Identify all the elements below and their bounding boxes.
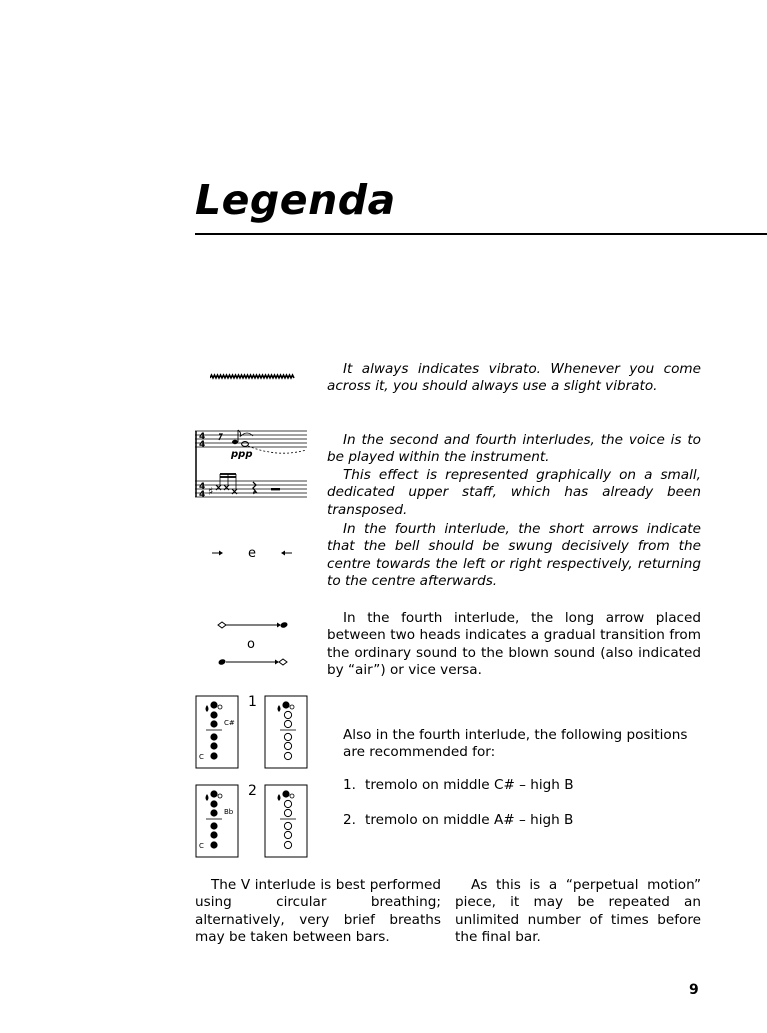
short-arrows-letter: e: [248, 546, 256, 561]
voice-text-1: In the second and fourth interludes, the voice is to be played within the instrument.: [327, 432, 701, 466]
long-arrow-description: [327, 610, 701, 680]
long-arrow-symbol: [214, 617, 292, 667]
long-arrow-text: In the fourth interlude, the long arrow placed between two heads indicates a gradual transition from the ordinary sound to the blown sound (also indicated by “air”) or vice versa.: [327, 610, 701, 679]
svg-text:4: 4: [199, 482, 206, 492]
short-arrows-description: [327, 521, 701, 591]
vibrato-description: [327, 361, 701, 396]
note-perpetual-motion: As this is a “perpetual motion” piece, it may be repeated an unlimited number of times before the final bar.: [455, 877, 701, 946]
vibrato-text: It always indicates vibrato. Whenever you come across it, you should always use a slight vibrato.: [327, 361, 701, 395]
list-item-number: 1.: [343, 777, 356, 793]
figure-number-2: 2: [248, 783, 257, 799]
long-arrow-letter: o: [247, 637, 255, 652]
page-title: Legenda: [195, 176, 396, 224]
short-arrows-text: In the fourth interlude, the short arrows indicate that the bell should be swung decisively from the centre towards the left or right respectively, returning to the centre afterwards.: [327, 521, 701, 590]
svg-text:4: 4: [199, 440, 206, 450]
positions-intro: [343, 727, 703, 762]
svg-text:4: 4: [199, 432, 206, 442]
svg-text:4: 4: [199, 490, 206, 500]
positions-intro-text: Also in the fourth interlude, the following positions are recommended for:: [343, 727, 688, 761]
list-item-label: tremolo on middle A# – high B: [365, 812, 574, 828]
key-label-2: Bb: [224, 808, 234, 816]
list-item-number: 2.: [343, 812, 356, 828]
figure-number-1: 1: [248, 694, 257, 710]
low-label-1: C: [199, 753, 204, 761]
list-item-label: tremolo on middle C# – high B: [365, 777, 574, 793]
title-rule: [195, 233, 767, 235]
vibrato-wave-icon: [210, 371, 296, 383]
voice-description: [327, 432, 701, 519]
voice-text-2: This effect is represented graphically on a small, dedicated upper staff, which has already been transposed.: [327, 466, 701, 518]
svg-text:♯: ♯: [208, 485, 214, 498]
positions-list-item-2: [343, 812, 573, 829]
positions-list-item-1: [343, 777, 574, 794]
key-label-1: C#: [224, 719, 235, 727]
low-label-2: C: [199, 842, 204, 850]
dynamic-ppp: ppp: [231, 449, 253, 460]
short-arrows-symbol: [210, 545, 295, 561]
page-number: 9: [689, 982, 699, 998]
voice-staff-example: [195, 426, 310, 506]
note-circular-breathing: The V interlude is best performed using circular breathing; alternatively, very brief breaths may be taken between bars.: [195, 877, 441, 946]
